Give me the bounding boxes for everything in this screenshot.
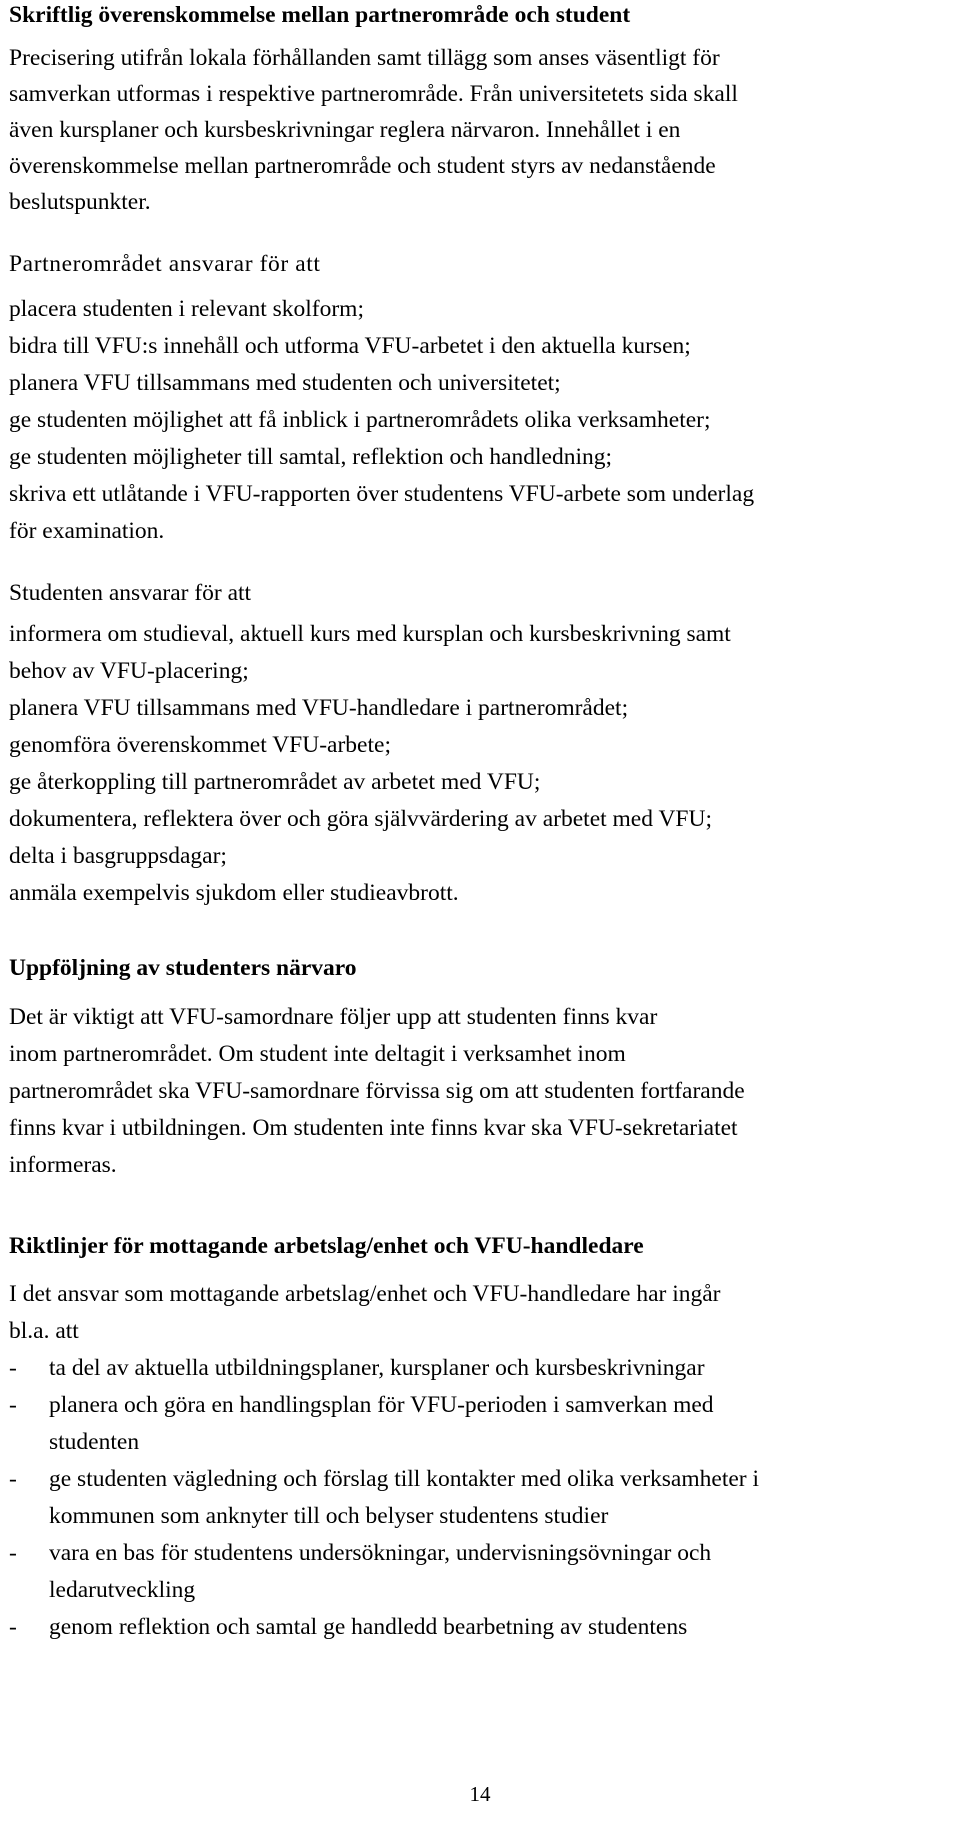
- text-line: beslutspunkter.: [9, 189, 151, 215]
- list-item: bidra till VFU:s innehåll och utforma VFU-arbetet i den aktuella kursen;: [9, 333, 691, 359]
- text-line: genom reflektion och samtal ge handledd bearbetning av studentens: [49, 1614, 688, 1640]
- list-item: placera studenten i relevant skolform;: [9, 296, 364, 322]
- partner-title: Partnerområdet ansvarar för att: [9, 251, 321, 277]
- text-line: Det är viktigt att VFU-samordnare följer upp att studenten finns kvar: [9, 1004, 658, 1030]
- dash-marker: -: [9, 1392, 17, 1418]
- dash-marker: -: [9, 1466, 17, 1492]
- list-item: planera VFU tillsammans med VFU-handledare i partnerområdet;: [9, 695, 629, 721]
- text-line: bl.a. att: [9, 1318, 79, 1344]
- text-line: studenten: [49, 1429, 140, 1455]
- text-line: kommunen som anknyter till och belyser studentens studier: [49, 1503, 609, 1529]
- list-item: delta i basgruppsdagar;: [9, 843, 227, 869]
- list-item: ge återkoppling till partnerområdet av arbetet med VFU;: [9, 769, 541, 795]
- text-line: ge studenten vägledning och förslag till kontakter med olika verksamheter i: [49, 1466, 760, 1492]
- text-line: informeras.: [9, 1152, 117, 1178]
- text-line: finns kvar i utbildningen. Om studenten inte finns kvar ska VFU-sekretariatet: [9, 1115, 738, 1141]
- student-title: Studenten ansvarar för att: [9, 580, 252, 606]
- list-item: [9, 1461, 954, 1535]
- attendance-paragraph: [9, 999, 745, 1184]
- intro-paragraph: [9, 40, 738, 220]
- list-item: för examination.: [9, 518, 165, 544]
- text-line: ledarutveckling: [49, 1577, 196, 1603]
- list-item: [9, 1609, 954, 1646]
- text-line: inom partnerområdet. Om student inte deltagit i verksamhet inom: [9, 1041, 626, 1067]
- list-item: [9, 1535, 954, 1609]
- list-item: informera om studieval, aktuell kurs med kursplan och kursbeskrivning samt: [9, 621, 731, 647]
- partner-list: [9, 291, 754, 550]
- text-line: samverkan utformas i respektive partnerområde. Från universitetets sida skall: [9, 81, 738, 107]
- list-item: [9, 1387, 954, 1461]
- dash-marker: -: [9, 1540, 17, 1566]
- list-item: planera VFU tillsammans med studenten och universitetet;: [9, 370, 561, 396]
- list-item: behov av VFU-placering;: [9, 658, 249, 684]
- student-list: [9, 616, 731, 912]
- list-item: ge studenten möjlighet att få inblick i partnerområdets olika verksamheter;: [9, 407, 711, 433]
- list-item: genomföra överenskommet VFU-arbete;: [9, 732, 391, 758]
- list-item: anmäla exempelvis sjukdom eller studieavbrott.: [9, 880, 459, 906]
- text-line: Precisering utifrån lokala förhållanden samt tillägg som anses väsentligt för: [9, 45, 720, 71]
- text-line: vara en bas för studentens undersökningar, undervisningsövningar och: [49, 1540, 712, 1566]
- list-item: [9, 1350, 954, 1387]
- dash-marker: -: [9, 1614, 17, 1640]
- text-line: även kursplaner och kursbeskrivningar reglera närvaron. Innehållet i en: [9, 117, 681, 143]
- section-heading: Riktlinjer för mottagande arbetslag/enhet och VFU-handledare: [9, 1233, 644, 1259]
- page-number: 14: [469, 1782, 491, 1806]
- section-heading: Skriftlig överenskommelse mellan partnerområde och student: [9, 2, 631, 28]
- section-heading: Uppföljning av studenters närvaro: [9, 955, 357, 981]
- dash-marker: -: [9, 1355, 17, 1381]
- list-item: skriva ett utlåtande i VFU-rapporten över studentens VFU-arbete som underlag: [9, 481, 755, 507]
- guidelines-list: [9, 1350, 954, 1646]
- text-line: I det ansvar som mottagande arbetslag/enhet och VFU-handledare har ingår: [9, 1281, 721, 1307]
- text-line: ta del av aktuella utbildningsplaner, kursplaner och kursbeskrivningar: [49, 1355, 705, 1381]
- text-line: överenskommelse mellan partnerområde och student styrs av nedanstående: [9, 153, 716, 179]
- text-line: partnerområdet ska VFU-samordnare förvissa sig om att studenten fortfarande: [9, 1078, 745, 1104]
- guidelines-intro: [9, 1276, 721, 1350]
- text-line: planera och göra en handlingsplan för VFU-perioden i samverkan med: [49, 1392, 714, 1418]
- list-item: dokumentera, reflektera över och göra självvärdering av arbetet med VFU;: [9, 806, 712, 832]
- list-item: ge studenten möjligheter till samtal, reflektion och handledning;: [9, 444, 613, 470]
